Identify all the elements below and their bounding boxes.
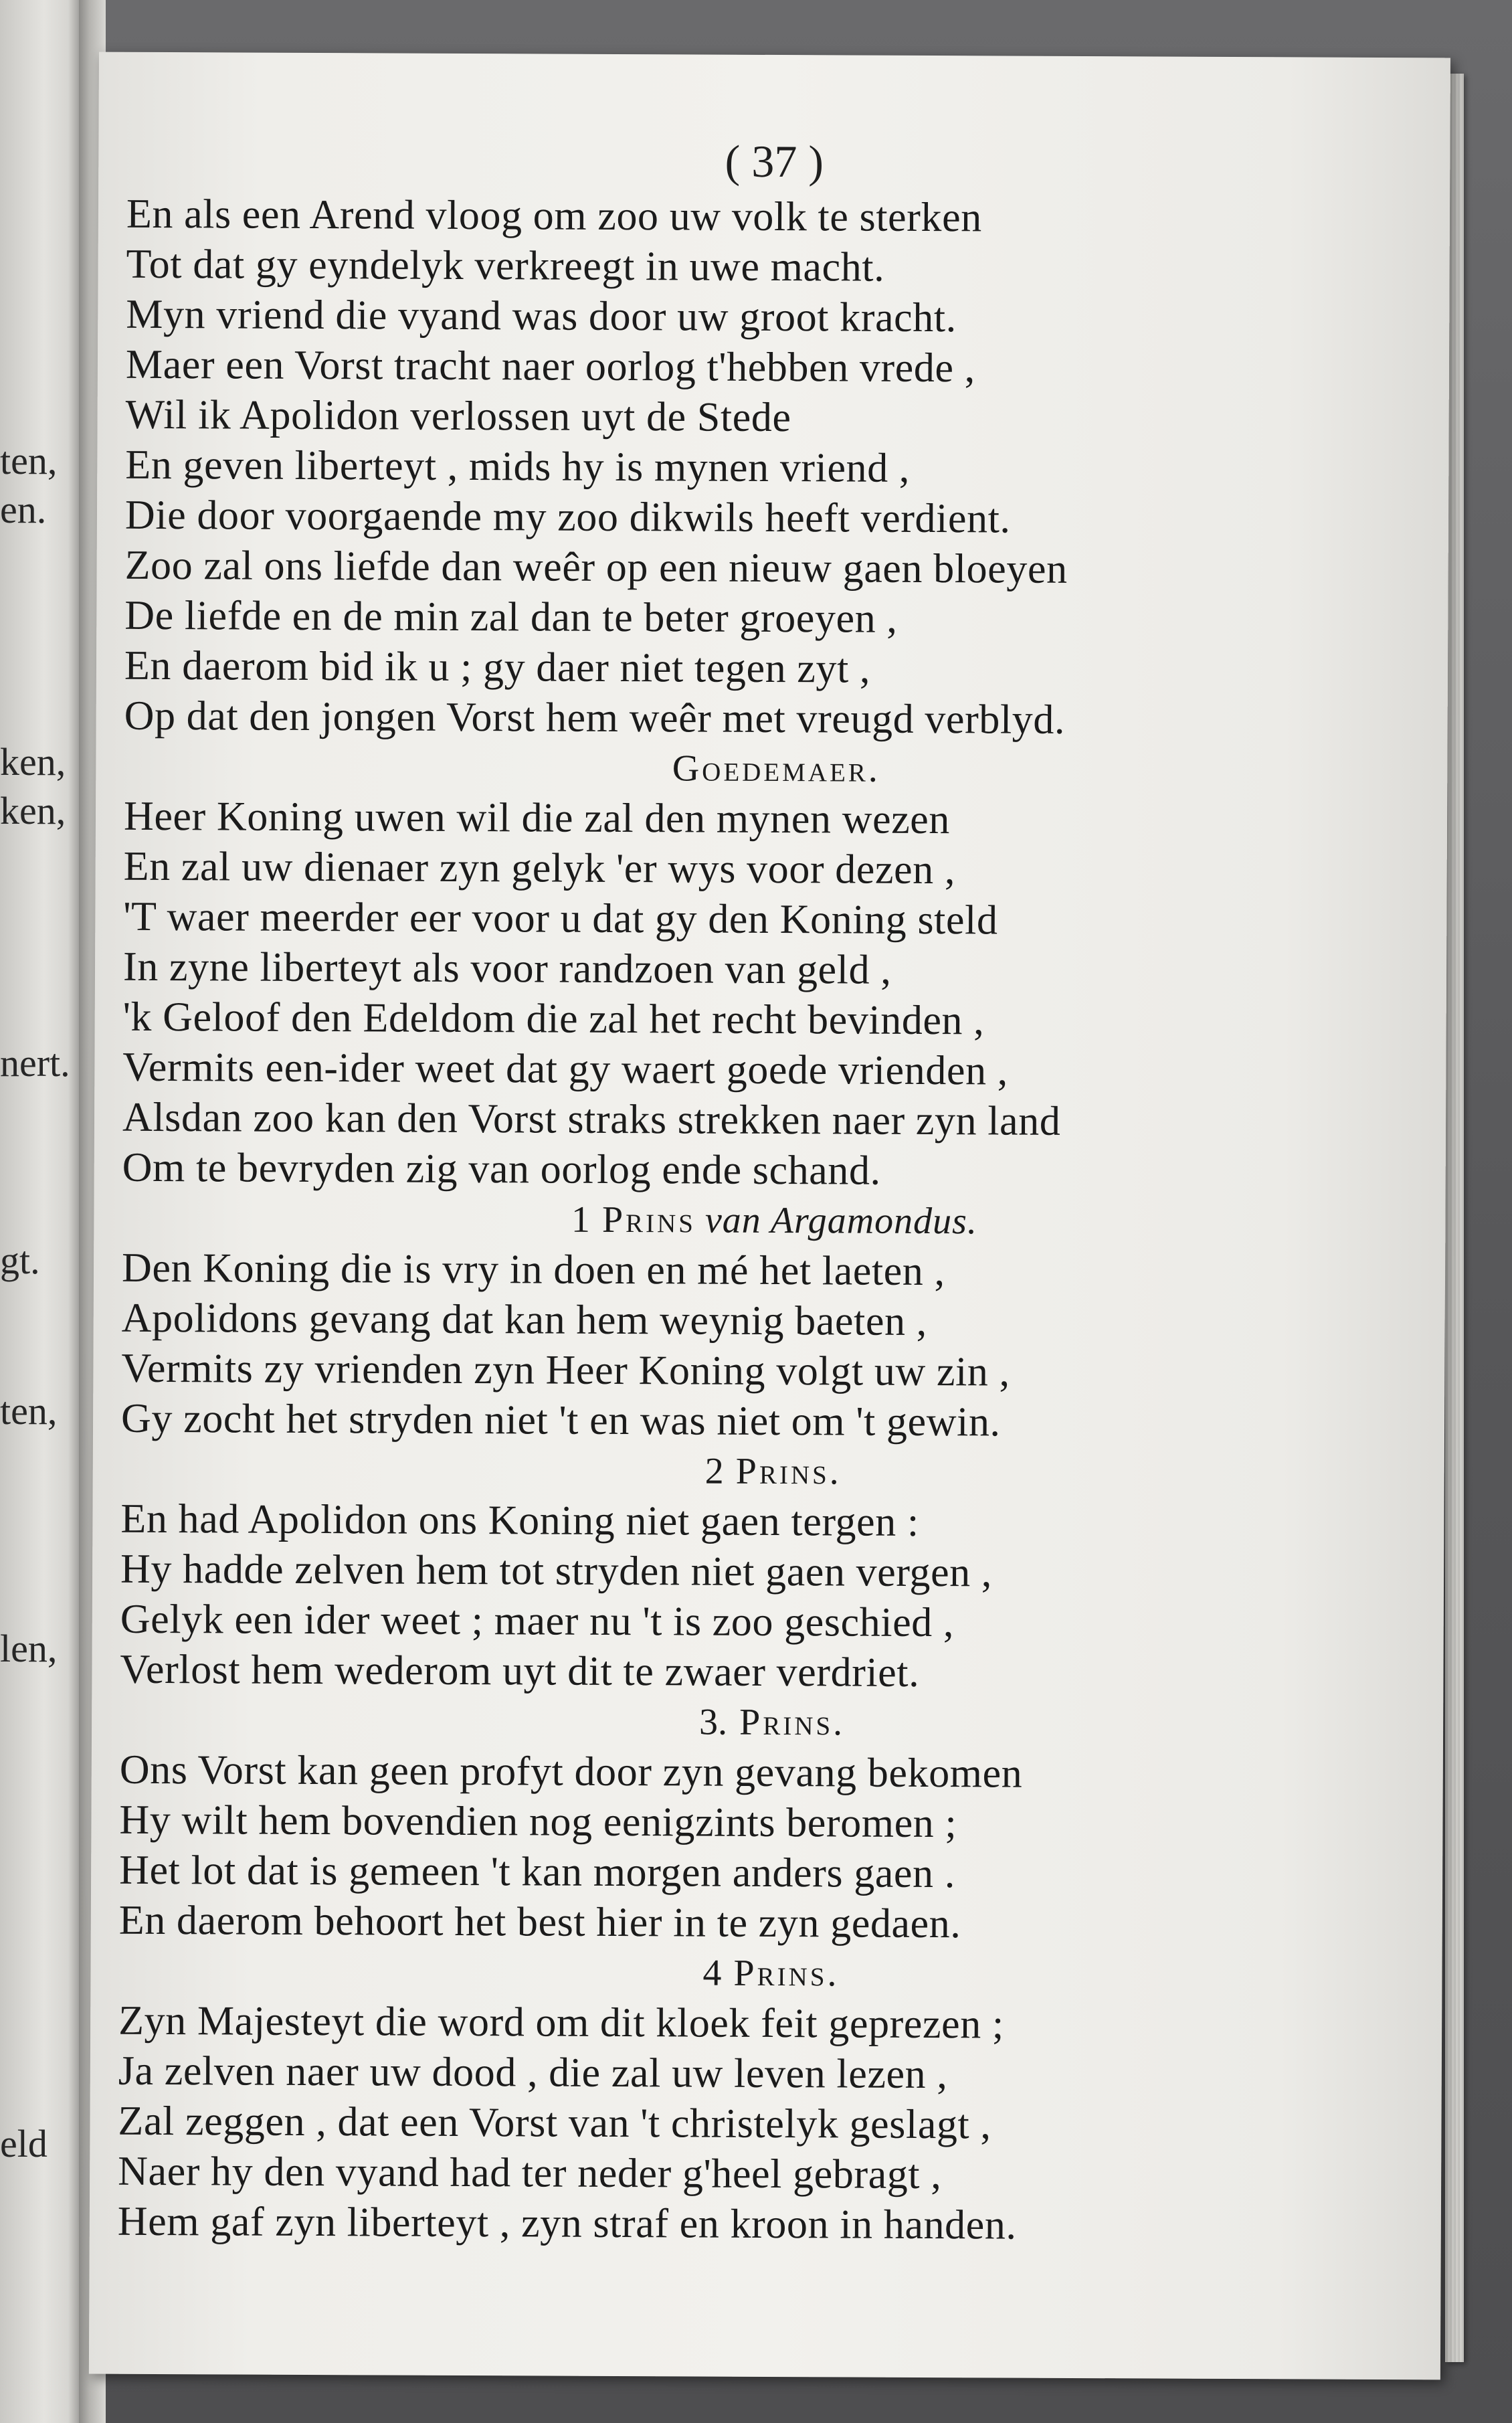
verse-line: Alsdan zoo kan den Vorst straks strekken naer zyn land xyxy=(122,1094,1061,1144)
speaker-heading xyxy=(124,741,1428,798)
previous-page-edge xyxy=(0,0,80,2423)
verse-line: Om te bevryden zig van oorlog ende schand. xyxy=(122,1144,881,1194)
verse-line: Die door voorgaende my zoo dikwils heeft verdient. xyxy=(124,492,1011,542)
left-page-fragment: ken, xyxy=(0,740,66,784)
book-page xyxy=(89,52,1450,2380)
speaker-name: Prins xyxy=(601,1198,696,1241)
verse-line: Ja zelven naer uw dood , die zal uw leven lezen , xyxy=(118,2048,948,2098)
verse-line: Apolidons gevang dat kan hem weynig baeten , xyxy=(121,1295,928,1345)
left-page-fragment: eld xyxy=(0,2122,48,2165)
verse-line: Hem gaf zyn liberteyt , zyn straf en kroon in handen. xyxy=(117,2198,1017,2248)
verse-line: Op dat den jongen Vorst hem weêr met vreugd verblyd. xyxy=(124,693,1066,743)
verse-line: Wil ik Apolidon verlossen uyt de Stede xyxy=(125,391,791,441)
poem-text xyxy=(118,189,1431,2252)
speaker-heading xyxy=(121,1444,1426,1500)
left-page-fragment: gt. xyxy=(0,1239,40,1282)
verse-line: Heer Koning uwen wil die zal den mynen wezen xyxy=(123,793,951,843)
verse-line: En daerom behoort het best hier in te zyn gedaen. xyxy=(118,1897,961,1947)
left-page-fragment: ten, xyxy=(0,439,58,482)
verse-line: Tot dat gy eyndelyk verkreegt in uwe macht. xyxy=(126,241,885,290)
speaker-name: Prins. xyxy=(739,1701,846,1744)
verse-line: Myn vriend die vyand was door uw groot kracht. xyxy=(126,291,957,341)
left-page-fragment: len, xyxy=(0,1627,58,1670)
verse-line: 'T waer meerder eer voor u dat gy den Koning steld xyxy=(123,893,998,944)
verse-line: En zal uw dienaer zyn gelyk 'er wys voor dezen , xyxy=(123,843,956,893)
verse-line: De liefde en de min zal dan te beter groeyen , xyxy=(124,592,898,642)
left-page-fragment: ken, xyxy=(0,789,66,832)
left-page-fragment: en. xyxy=(0,488,47,531)
verse-line: Zoo zal ons liefde dan weêr op een nieuw gaen bloeyen xyxy=(124,542,1068,592)
verse-line: Ons Vorst kan geen profyt door zyn gevang bekomen xyxy=(119,1746,1023,1797)
speaker-number: 3. xyxy=(698,1701,728,1743)
verse-line: Gy zocht het stryden niet 't en was niet om 't gewin. xyxy=(120,1395,1001,1445)
speaker-name: Goedemaer. xyxy=(672,747,881,790)
verse-line: Gelyk een ider weet ; maer nu 't is zoo geschied , xyxy=(120,1596,955,1646)
verse-line: Vermits een-ider weet dat gy waert goede vrienden , xyxy=(122,1044,1008,1094)
left-page-fragment: nert. xyxy=(0,1041,70,1085)
speaker-number: 4 xyxy=(702,1952,722,1994)
speaker-name: Prins. xyxy=(733,1952,840,1995)
verse-line: 'k Geloof den Edeldom die zal het recht bevinden , xyxy=(122,994,985,1044)
verse-line: En als een Arend vloog om zoo uw volk te sterken xyxy=(126,191,982,241)
speaker-title: van Argamondus. xyxy=(704,1199,978,1243)
left-page-fragment: ten, xyxy=(0,1389,58,1433)
speaker-heading xyxy=(122,1193,1426,1249)
page-number: ( 37 ) xyxy=(725,135,824,187)
verse-line: En geven liberteyt , mids hy is mynen vriend , xyxy=(125,442,911,491)
verse-line: Zyn Majesteyt die word om dit kloek feit geprezen ; xyxy=(118,1997,1004,2048)
verse-line: En daerom bid ik u ; gy daer niet tegen zyt , xyxy=(124,642,871,692)
verse-line: Hy wilt hem bovendien nog eenigzints beromen ; xyxy=(119,1797,957,1847)
verse-line: In zyne liberteyt als voor randzoen van geld , xyxy=(122,944,892,993)
speaker-heading xyxy=(120,1695,1424,1751)
verse-line: Den Koning die is vry in doen en mé het laeten , xyxy=(121,1245,945,1295)
verse-line: Maer een Vorst tracht naer oorlog t'hebben vrede , xyxy=(125,341,975,391)
verse-line: Zal zeggen , dat een Vorst van 't christelyk geslagt , xyxy=(118,2098,991,2148)
verse-line: En had Apolidon ons Koning niet gaen tergen : xyxy=(120,1496,919,1545)
speaker-number: 2 xyxy=(704,1450,724,1492)
speaker-name: Prins. xyxy=(735,1450,842,1493)
verse-line: Vermits zy vrienden zyn Heer Koning volgt uw zin , xyxy=(121,1345,1010,1395)
speaker-heading xyxy=(118,1946,1423,2002)
verse-line: Naer hy den vyand had ter neder g'heel gebragt , xyxy=(118,2148,942,2198)
verse-line: Verlost hem wederom uyt dit te zwaer verdriet. xyxy=(120,1646,920,1696)
speaker-number: 1 xyxy=(571,1198,591,1241)
verse-line: Hy hadde zelven hem tot stryden niet gaen vergen , xyxy=(120,1546,993,1596)
verse-line: Het lot dat is gemeen 't kan morgen anders gaen . xyxy=(119,1847,956,1897)
